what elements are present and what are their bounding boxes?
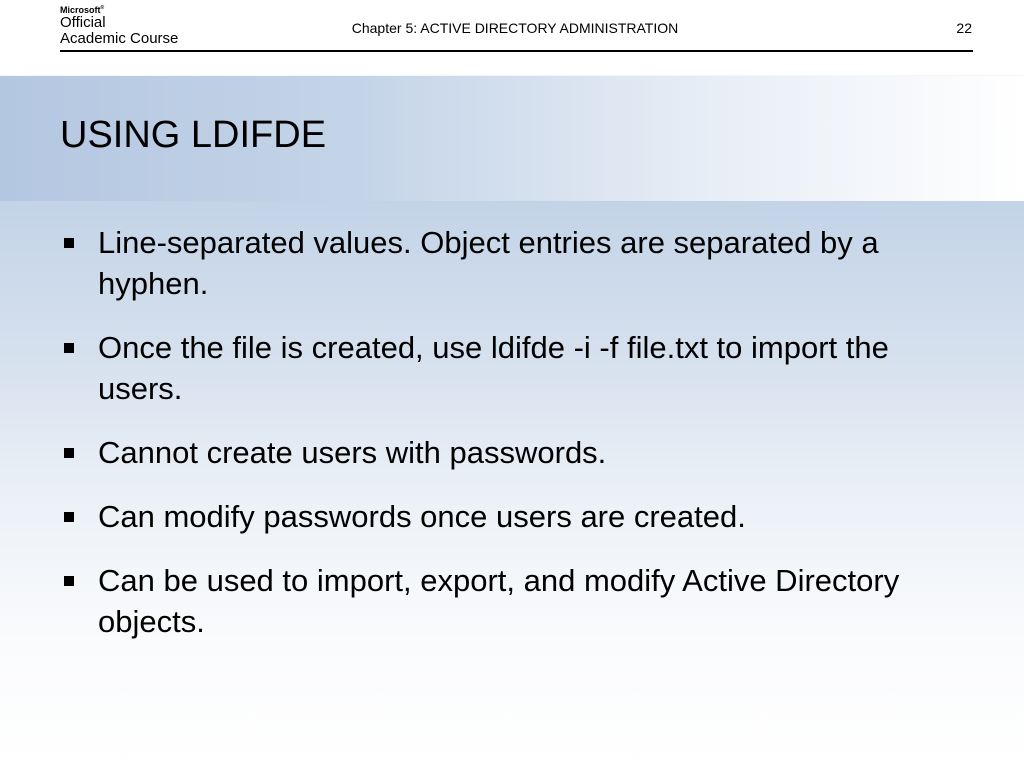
square-bullet-icon [64,448,74,458]
bullet-text: Can be used to import, export, and modify Active Directory objects. [98,563,900,639]
bullet-list [60,222,980,665]
chapter-title: Chapter 5: ACTIVE DIRECTORY ADMINISTRATION [351,20,679,36]
bullet-item [60,432,980,473]
logo-brand: Microsoft® [60,5,105,15]
bullet-item [60,327,980,409]
square-bullet-icon [64,512,74,522]
bullet-item [60,496,980,537]
bullet-item [60,222,980,304]
bullet-text: Cannot create users with passwords. [98,435,607,470]
square-bullet-icon [64,238,74,248]
page-number: 22 [956,20,972,36]
slide-title: USING LDIFDE [60,114,327,156]
bullet-item [60,560,980,642]
bullet-text: Can modify passwords once users are created. [98,499,746,534]
bullet-text: Once the file is created, use ldifde -i -f file.txt to import the users. [98,330,889,406]
logo-line-official: Official [60,14,106,31]
square-bullet-icon [64,576,74,586]
bullet-text: Line-separated values. Object entries are separated by a hyphen. [98,225,879,301]
square-bullet-icon [64,343,74,353]
logo-line-academic-course: Academic Course [60,30,179,47]
microsoft-official-academic-course-logo [60,3,240,47]
header-divider [60,50,973,52]
logo-brand-text: Microsoft [60,5,101,15]
